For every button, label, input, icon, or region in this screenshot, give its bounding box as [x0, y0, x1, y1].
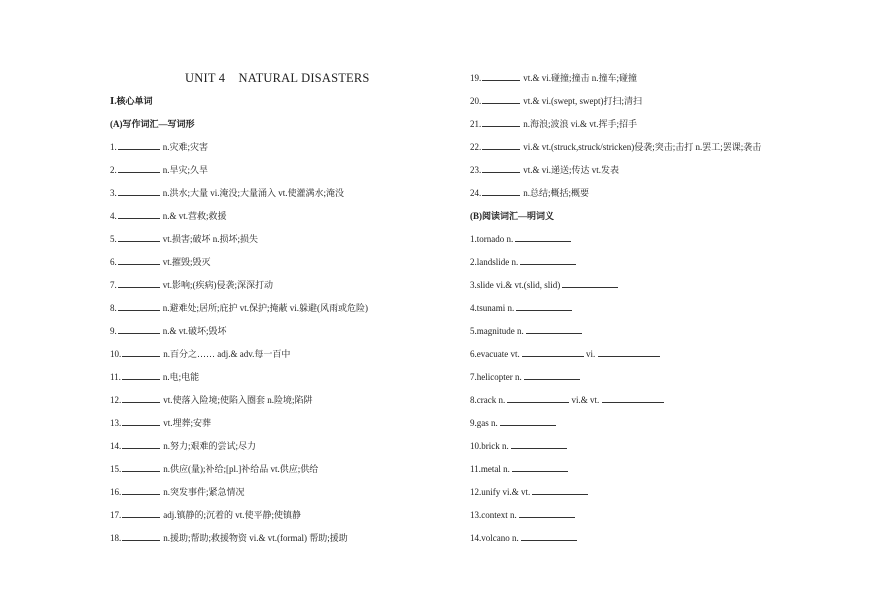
answer-blank[interactable] [526, 325, 582, 334]
item-definition: vt.损害;破坏 n.损坏;损失 [162, 234, 259, 244]
page-title: UNIT 4 NATURAL DISASTERS [185, 71, 370, 85]
item-definition: adj.镇静的;沉着的 vt.使平静;使镇静 [163, 510, 301, 520]
vocab-item [110, 509, 301, 521]
reading-word-extra: vi. [583, 349, 598, 359]
reading-word: 1.tornado n. [470, 234, 514, 244]
vocab-item [110, 164, 208, 176]
vocab-item [470, 141, 761, 153]
item-number: 2. [110, 165, 117, 175]
item-number: 4. [110, 211, 117, 221]
reading-word: 13.context n. [470, 510, 517, 520]
reading-item [470, 394, 664, 406]
reading-item [470, 371, 580, 383]
item-number: 9. [110, 326, 117, 336]
reading-item [470, 256, 576, 268]
reading-item [470, 325, 582, 337]
item-definition: n.海浪;波浪 vi.& vt.挥手;招手 [523, 119, 638, 129]
answer-blank[interactable] [122, 440, 160, 449]
reading-item [470, 348, 660, 360]
item-definition: vt.摧毁;毁灭 [162, 257, 211, 267]
item-definition: vt.埋葬;安葬 [163, 418, 212, 428]
item-number: 10. [110, 349, 122, 359]
item-number: 19. [470, 73, 482, 83]
reading-word: 7.helicopter n. [470, 372, 522, 382]
item-number: 20. [470, 96, 482, 106]
answer-blank[interactable] [482, 187, 520, 196]
answer-blank[interactable] [118, 164, 160, 173]
answer-blank[interactable] [521, 532, 577, 541]
answer-blank[interactable] [122, 486, 160, 495]
answer-blank[interactable] [524, 371, 580, 380]
vocab-item [470, 164, 619, 176]
answer-blank[interactable] [532, 486, 588, 495]
vocab-item [110, 210, 227, 222]
item-definition: n.& vt.破坏;毁坏 [162, 326, 227, 336]
answer-blank[interactable] [118, 325, 160, 334]
vocab-item [470, 72, 637, 84]
answer-blank[interactable] [122, 371, 160, 380]
reading-word: 14.volcano n. [470, 533, 519, 543]
answer-blank[interactable] [602, 394, 664, 403]
item-definition: n.总结;概括;概要 [523, 188, 590, 198]
vocab-item [110, 302, 368, 314]
reading-item [470, 279, 618, 291]
answer-blank[interactable] [507, 394, 569, 403]
answer-blank[interactable] [515, 233, 571, 242]
vocab-item [110, 348, 290, 360]
item-definition: vt.& vi.碰撞;撞击 n.撞车;碰撞 [523, 73, 638, 83]
answer-blank[interactable] [118, 279, 160, 288]
item-definition: n.供应(量);补给;[pl.]补给品 vt.供应;供给 [163, 464, 319, 474]
item-number: 15. [110, 464, 122, 474]
vocab-item [110, 233, 258, 245]
item-number: 3. [110, 188, 117, 198]
item-number: 22. [470, 142, 482, 152]
vocab-item [110, 256, 211, 268]
item-number: 16. [110, 487, 122, 497]
answer-blank[interactable] [118, 210, 160, 219]
vocab-item [110, 371, 199, 383]
answer-blank[interactable] [522, 348, 584, 357]
reading-word: 11.metal n. [470, 464, 510, 474]
vocab-item [110, 187, 344, 199]
item-number: 14. [110, 441, 122, 451]
item-definition: n.突发事件;紧急情况 [163, 487, 245, 497]
item-definition: n.灾难;灾害 [162, 142, 209, 152]
answer-blank[interactable] [598, 348, 660, 357]
vocab-item [110, 141, 208, 153]
item-number: 7. [110, 280, 117, 290]
reading-item [470, 463, 568, 475]
answer-blank[interactable] [118, 141, 160, 150]
answer-blank[interactable] [482, 164, 520, 173]
reading-word: 5.magnitude n. [470, 326, 524, 336]
answer-blank[interactable] [118, 233, 160, 242]
item-definition: n.百分之…… adj.& adv.每一百中 [163, 349, 291, 359]
reading-item [470, 302, 572, 314]
reading-word-extra: vi.& vt. [569, 395, 602, 405]
reading-word: 8.crack n. [470, 395, 506, 405]
item-definition: vt.使落入险境;使陷入圈套 n.险境;陷阱 [163, 395, 313, 405]
answer-blank[interactable] [122, 532, 160, 541]
vocab-item [110, 440, 256, 452]
reading-word: 9.gas n. [470, 418, 498, 428]
reading-word: 3.slide vi.& vt.(slid, slid) [470, 280, 561, 290]
answer-blank[interactable] [516, 302, 572, 311]
item-number: 21. [470, 119, 482, 129]
item-definition: vi.& vt.(struck,struck/stricken)侵袭;突击;击打 n.罢工;罢课;袭击 [523, 142, 762, 152]
answer-blank[interactable] [519, 509, 575, 518]
vocab-item [110, 417, 211, 429]
answer-blank[interactable] [512, 463, 568, 472]
answer-blank[interactable] [562, 279, 618, 288]
vocab-item [470, 118, 637, 130]
answer-blank[interactable] [520, 256, 576, 265]
vocab-item [110, 325, 227, 337]
answer-blank[interactable] [122, 509, 160, 518]
reading-word: 6.evacuate vt. [470, 349, 520, 359]
item-definition: vt.& vi.(swept, swept)打扫;清扫 [523, 96, 642, 106]
part-b-heading: (B)阅读词汇—明词义 [470, 211, 554, 221]
answer-blank[interactable] [482, 72, 520, 81]
answer-blank[interactable] [122, 463, 160, 472]
item-definition: n.洪水;大量 vi.淹没;大量涌入 vt.使灌满水;淹没 [162, 188, 345, 198]
reading-word: 12.unify vi.& vt. [470, 487, 531, 497]
item-number: 24. [470, 188, 482, 198]
item-definition: vt.& vi.递送;传达 vt.发表 [523, 165, 620, 175]
reading-word: 2.landslide n. [470, 257, 519, 267]
answer-blank[interactable] [500, 417, 556, 426]
item-number: 11. [110, 372, 121, 382]
reading-item [470, 486, 588, 498]
vocab-item [110, 532, 348, 544]
vocab-item [110, 394, 313, 406]
reading-item [470, 532, 577, 544]
answer-blank[interactable] [482, 141, 520, 150]
part-a-heading: (A)写作词汇—写词形 [110, 119, 195, 129]
vocab-item [110, 486, 245, 498]
item-number: 18. [110, 533, 122, 543]
answer-blank[interactable] [482, 95, 520, 104]
item-number: 1. [110, 142, 117, 152]
answer-blank[interactable] [118, 302, 160, 311]
item-definition: n.避难处;居所;庇护 vt.保护;掩蔽 vi.躲避(风雨或危险) [162, 303, 368, 313]
answer-blank[interactable] [118, 256, 160, 265]
item-definition: n.电;电能 [162, 372, 200, 382]
answer-blank[interactable] [511, 440, 567, 449]
answer-blank[interactable] [122, 417, 160, 426]
reading-item [470, 440, 567, 452]
vocab-item [470, 95, 642, 107]
item-number: 6. [110, 257, 117, 267]
section-heading-core-words: Ⅰ.核心单词 [110, 96, 153, 106]
item-definition: n.援助;帮助;救援物资 vi.& vt.(formal) 帮助;援助 [163, 533, 348, 543]
item-number: 23. [470, 165, 482, 175]
item-number: 13. [110, 418, 122, 428]
reading-item [470, 233, 571, 245]
answer-blank[interactable] [122, 348, 160, 357]
reading-item [470, 417, 556, 429]
answer-blank[interactable] [482, 118, 520, 127]
vocab-item [110, 279, 273, 291]
vocab-item [470, 187, 589, 199]
answer-blank[interactable] [118, 187, 160, 196]
item-definition: vt.影响;(疾病)侵袭;深深打动 [162, 280, 273, 290]
reading-word: 10.brick n. [470, 441, 509, 451]
reading-item [470, 509, 575, 521]
item-definition: n.& vt.营救;救援 [162, 211, 227, 221]
vocab-item [110, 463, 318, 475]
item-number: 12. [110, 395, 122, 405]
item-definition: n.旱灾;久旱 [162, 165, 209, 175]
item-number: 17. [110, 510, 122, 520]
item-definition: n.努力;艰难的尝试;尽力 [163, 441, 257, 451]
reading-word: 4.tsunami n. [470, 303, 515, 313]
answer-blank[interactable] [122, 394, 160, 403]
item-number: 8. [110, 303, 117, 313]
item-number: 5. [110, 234, 117, 244]
